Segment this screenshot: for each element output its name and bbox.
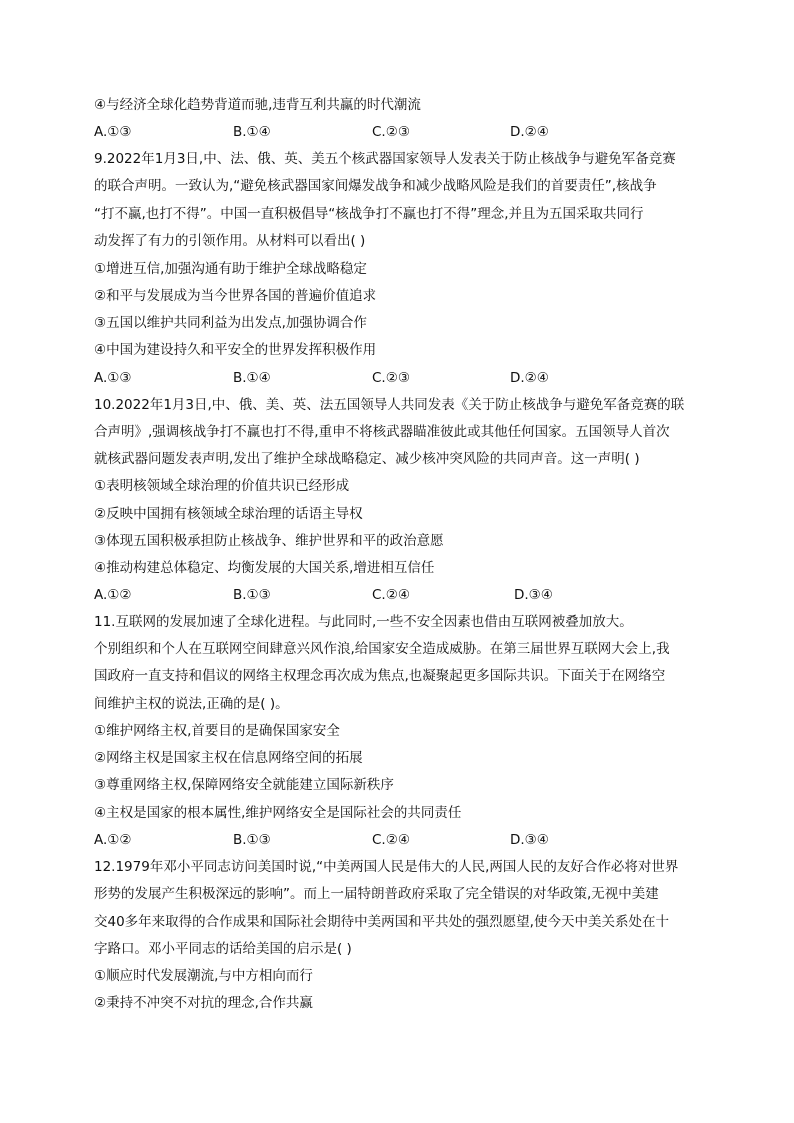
q9-option-a: A.①③: [94, 370, 132, 386]
q8-option-d: D.②④: [510, 124, 549, 140]
q11-statement-1: ①维护网络主权,首要目的是确保国家安全: [94, 723, 340, 739]
q8-options: [94, 123, 714, 141]
q10-stem-line-2: 合声明》,强调核战争打不赢也打不得,重申不将核武器瞄准彼此或其他任何国家。五国领导人首次: [94, 424, 670, 440]
q9-stem-line-1: 9.2022年1月3日,中、法、俄、英、美五个核武器国家领导人发表关于防止核战争与避免军备竞赛: [94, 151, 676, 167]
q9-option-c: C.②③: [372, 370, 410, 386]
q11-stem-line-2: 个别组织和个人在互联网空间肆意兴风作浪,给国家安全造成威胁。在第三届世界互联网大会上,我: [94, 641, 670, 657]
q8-option-c: C.②③: [372, 124, 410, 140]
q12-statement-1: ①顺应时代发展潮流,与中方相向而行: [94, 968, 313, 984]
q9-option-b: B.①④: [233, 370, 271, 386]
q10-option-c: C.②④: [372, 587, 410, 603]
q9-statement-1: ①增进互信,加强沟通有助于维护全球战略稳定: [94, 261, 367, 277]
q8-option-b: B.①④: [233, 124, 271, 140]
q9-option-d: D.②④: [510, 370, 549, 386]
q12-stem-line-1: 12.1979年邓小平同志访问美国时说,“中美两国人民是伟大的人民,两国人民的友好合作必将对世界: [94, 859, 679, 875]
q11-stem-line-3: 国政府一直支持和倡议的网络主权理念再次成为焦点,也凝聚起更多国际共识。下面关于在网络空: [94, 668, 666, 684]
q11-statement-4: ④主权是国家的根本属性,维护网络安全是国际社会的共同责任: [94, 805, 462, 821]
q11-options: [94, 831, 714, 849]
q11-stem-line-1: 11.互联网的发展加速了全球化进程。与此同时,一些不安全因素也借由互联网被叠加放大。: [94, 614, 633, 630]
q9-statement-3: ③五国以维护共同利益为出发点,加强协调合作: [94, 315, 367, 331]
q10-stem-line-1: 10.2022年1月3日,中、俄、美、英、法五国领导人共同发表《关于防止核战争与避免军备竞赛的联: [94, 397, 685, 413]
q8-statement-4: ④与经济全球化趋势背道而驰,违背互利共赢的时代潮流: [94, 97, 421, 113]
q12-statement-2: ②秉持不冲突不对抗的理念,合作共赢: [94, 995, 313, 1011]
q11-option-a: A.①②: [94, 832, 132, 848]
q11-option-d: D.③④: [510, 832, 549, 848]
q10-options: [94, 586, 714, 604]
q9-stem-line-4: 动发挥了有力的引领作用。从材料可以看出( ): [94, 233, 366, 249]
q10-option-d: D.③④: [514, 587, 553, 603]
q12-stem-line-2: 形势的发展产生积极深远的影响”。而上一届特朗普政府采取了完全错误的对华政策,无视中美建: [94, 886, 659, 902]
q12-stem-line-4: 字路口。邓小平同志的话给美国的启示是( ): [94, 941, 352, 957]
q10-option-a: A.①②: [94, 587, 132, 603]
q9-stem-line-2: 的联合声明。一致认为,“避免核武器国家间爆发战争和减少战略风险是我们的首要责任”,核战争: [94, 178, 657, 194]
q10-option-b: B.①③: [233, 587, 271, 603]
q9-statement-4: ④中国为建设持久和平安全的世界发挥积极作用: [94, 342, 377, 358]
q12-stem-line-3: 交40多年来取得的合作成果和国际社会期待中美两国和平共处的强烈愿望,使今天中美关系处在十: [94, 914, 669, 930]
q11-option-c: C.②④: [372, 832, 410, 848]
q11-statement-3: ③尊重网络主权,保障网络安全就能建立国际新秩序: [94, 777, 394, 793]
q10-statement-2: ②反映中国拥有核领域全球治理的话语主导权: [94, 506, 363, 522]
q10-stem-line-3: 就核武器问题发表声明,发出了维护全球战略稳定、减少核冲突风险的共同声音。这一声明( ): [94, 451, 640, 467]
q10-statement-1: ①表明核领域全球治理的价值共识已经形成: [94, 478, 350, 494]
q11-option-b: B.①③: [233, 832, 271, 848]
q8-option-a: A.①③: [94, 124, 132, 140]
q10-statement-3: ③体现五国积极承担防止核战争、维护世界和平的政治意愿: [94, 533, 444, 549]
q9-stem-line-3: “打不赢,也打不得”。中国一直积极倡导“核战争打不赢也打不得”理念,并且为五国采取共同行: [94, 206, 644, 222]
q9-statement-2: ②和平与发展成为当今世界各国的普遍价值追求: [94, 288, 377, 304]
q10-statement-4: ④推动构建总体稳定、均衡发展的大国关系,增进相互信任: [94, 560, 435, 576]
q9-options: [94, 369, 714, 387]
q11-stem-line-4: 间维护主权的说法,正确的是( )。: [94, 696, 289, 712]
q11-statement-2: ②网络主权是国家主权在信息网络空间的拓展: [94, 750, 363, 766]
